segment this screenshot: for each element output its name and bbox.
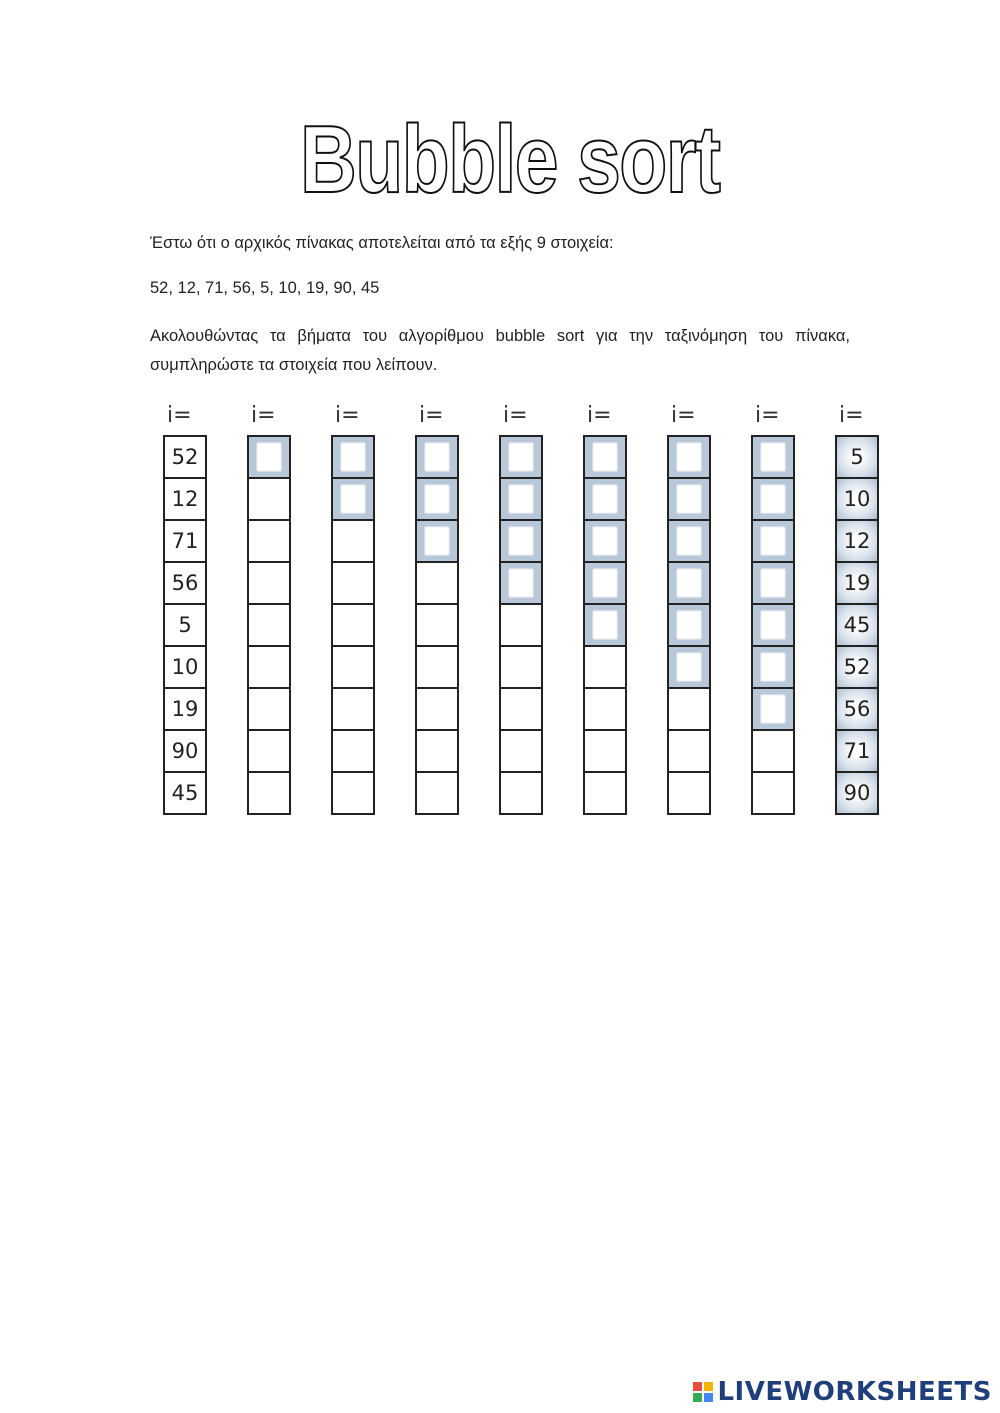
liveworksheets-logo [693,1377,992,1407]
answer-slot[interactable] [415,435,459,479]
empty-cell [751,729,795,773]
empty-cell [499,729,543,773]
answer-slot[interactable] [583,561,627,605]
pass-label: i= [419,403,444,428]
logo-square [693,1393,702,1402]
answer-input[interactable] [676,568,702,598]
empty-cell [331,561,375,605]
answer-input[interactable] [676,442,702,472]
pass-label: i= [839,403,864,428]
pass-label: i= [587,403,612,428]
answer-input[interactable] [592,442,618,472]
empty-cell [331,771,375,815]
empty-cell [499,771,543,815]
answer-input[interactable] [592,568,618,598]
empty-cell [583,771,627,815]
empty-cell [415,561,459,605]
answer-input[interactable] [508,484,534,514]
answer-input[interactable] [508,568,534,598]
empty-cell [331,519,375,563]
answer-input[interactable] [340,484,366,514]
sorted-value-cell: 45 [835,603,879,647]
answer-slot[interactable] [583,603,627,647]
pass-label: i= [167,403,192,428]
answer-slot[interactable] [499,519,543,563]
answer-input[interactable] [676,526,702,556]
initial-array-column [163,400,207,805]
empty-cell [415,687,459,731]
empty-cell [247,771,291,815]
pass-column [415,400,459,432]
empty-cell [247,519,291,563]
pass-column [835,400,879,432]
answer-input[interactable] [424,442,450,472]
answer-slot[interactable] [751,687,795,731]
empty-cell [415,771,459,815]
pass-label: i= [251,403,276,428]
empty-cell [667,687,711,731]
answer-slot[interactable] [499,561,543,605]
liveworksheets-brand-text: LIVEWORKSHEETS [717,1377,992,1407]
sorted-value-cell: 5 [835,435,879,479]
answer-input[interactable] [760,526,786,556]
initial-sequence: 52, 12, 71, 56, 5, 10, 19, 90, 45 [150,279,380,297]
pass-label: i= [503,403,528,428]
answer-slot[interactable] [415,477,459,521]
answer-input[interactable] [592,526,618,556]
empty-cell [331,603,375,647]
initial-value-cell: 19 [163,687,207,731]
empty-cell [499,603,543,647]
empty-cell [415,603,459,647]
answer-input[interactable] [760,610,786,640]
initial-value-cell: 12 [163,477,207,521]
answer-slot[interactable] [751,645,795,689]
answer-slot[interactable] [331,477,375,521]
initial-value-cell: 10 [163,645,207,689]
answer-input[interactable] [508,526,534,556]
sorted-value-cell: 56 [835,687,879,731]
logo-square [704,1382,713,1391]
answer-slot[interactable] [247,435,291,479]
worksheet-title: Bubble sort [300,106,720,213]
answer-slot[interactable] [583,435,627,479]
answer-input[interactable] [760,442,786,472]
empty-cell [247,561,291,605]
sorted-value-cell: 90 [835,771,879,815]
answer-input[interactable] [424,484,450,514]
answer-input[interactable] [760,568,786,598]
initial-value-cell: 45 [163,771,207,815]
empty-cell [247,477,291,521]
pass-column [751,400,795,432]
empty-cell [247,729,291,773]
answer-input[interactable] [760,652,786,682]
answer-slot[interactable] [667,561,711,605]
empty-cell [751,771,795,815]
sorted-value-cell: 12 [835,519,879,563]
answer-slot[interactable] [667,435,711,479]
empty-cell [583,687,627,731]
pass-column [499,400,543,432]
pass-column [331,400,375,432]
answer-slot[interactable] [667,645,711,689]
answer-slot[interactable] [583,519,627,563]
empty-cell [667,729,711,773]
empty-cell [331,729,375,773]
sorted-value-cell: 10 [835,477,879,521]
empty-cell [583,729,627,773]
answer-slot[interactable] [415,519,459,563]
empty-cell [583,645,627,689]
answer-input[interactable] [676,610,702,640]
answer-input[interactable] [760,484,786,514]
initial-value-cell: 5 [163,603,207,647]
empty-cell [247,645,291,689]
answer-input[interactable] [424,526,450,556]
answer-slot[interactable] [751,561,795,605]
empty-cell [247,687,291,731]
answer-slot[interactable] [583,477,627,521]
answer-input[interactable] [340,442,366,472]
answer-slot[interactable] [751,519,795,563]
initial-value-cell: 52 [163,435,207,479]
answer-slot[interactable] [667,477,711,521]
intro-text: Έστω ότι ο αρχικός πίνακας αποτελείται από τα εξής 9 στοιχεία: [150,234,614,252]
empty-cell [667,771,711,815]
empty-cell [415,729,459,773]
empty-cell [499,645,543,689]
pass-label: i= [755,403,780,428]
pass-label: i= [335,403,360,428]
answer-slot[interactable] [667,519,711,563]
answer-slot[interactable] [499,477,543,521]
pass-column [667,400,711,432]
logo-square [704,1393,713,1402]
sorted-value-cell: 52 [835,645,879,689]
answer-input[interactable] [592,610,618,640]
answer-input[interactable] [676,484,702,514]
answer-input[interactable] [508,442,534,472]
answer-input[interactable] [256,442,282,472]
sorted-value-cell: 19 [835,561,879,605]
sorted-value-cell: 71 [835,729,879,773]
pass-column [583,400,627,432]
initial-value-cell: 71 [163,519,207,563]
logo-square [693,1382,702,1391]
initial-value-cell: 56 [163,561,207,605]
answer-slot[interactable] [667,603,711,647]
initial-value-cell: 90 [163,729,207,773]
answer-input[interactable] [760,694,786,724]
empty-cell [415,645,459,689]
answer-slot[interactable] [751,603,795,647]
answer-slot[interactable] [499,435,543,479]
empty-cell [331,645,375,689]
answer-input[interactable] [676,652,702,682]
pass-column [247,400,291,432]
answer-input[interactable] [592,484,618,514]
answer-slot[interactable] [751,435,795,479]
empty-cell [331,687,375,731]
answer-slot[interactable] [331,435,375,479]
empty-cell [247,603,291,647]
answer-slot[interactable] [751,477,795,521]
liveworksheets-logo-icon [693,1382,713,1402]
empty-cell [499,687,543,731]
pass-label: i= [671,403,696,428]
instructions-text: Ακολουθώντας τα βήματα του αλγορίθμου bubble sort για την ταξινόμηση του πίνακα, συμπληρώστε τα στοιχεία που λείπουν. [150,327,850,374]
